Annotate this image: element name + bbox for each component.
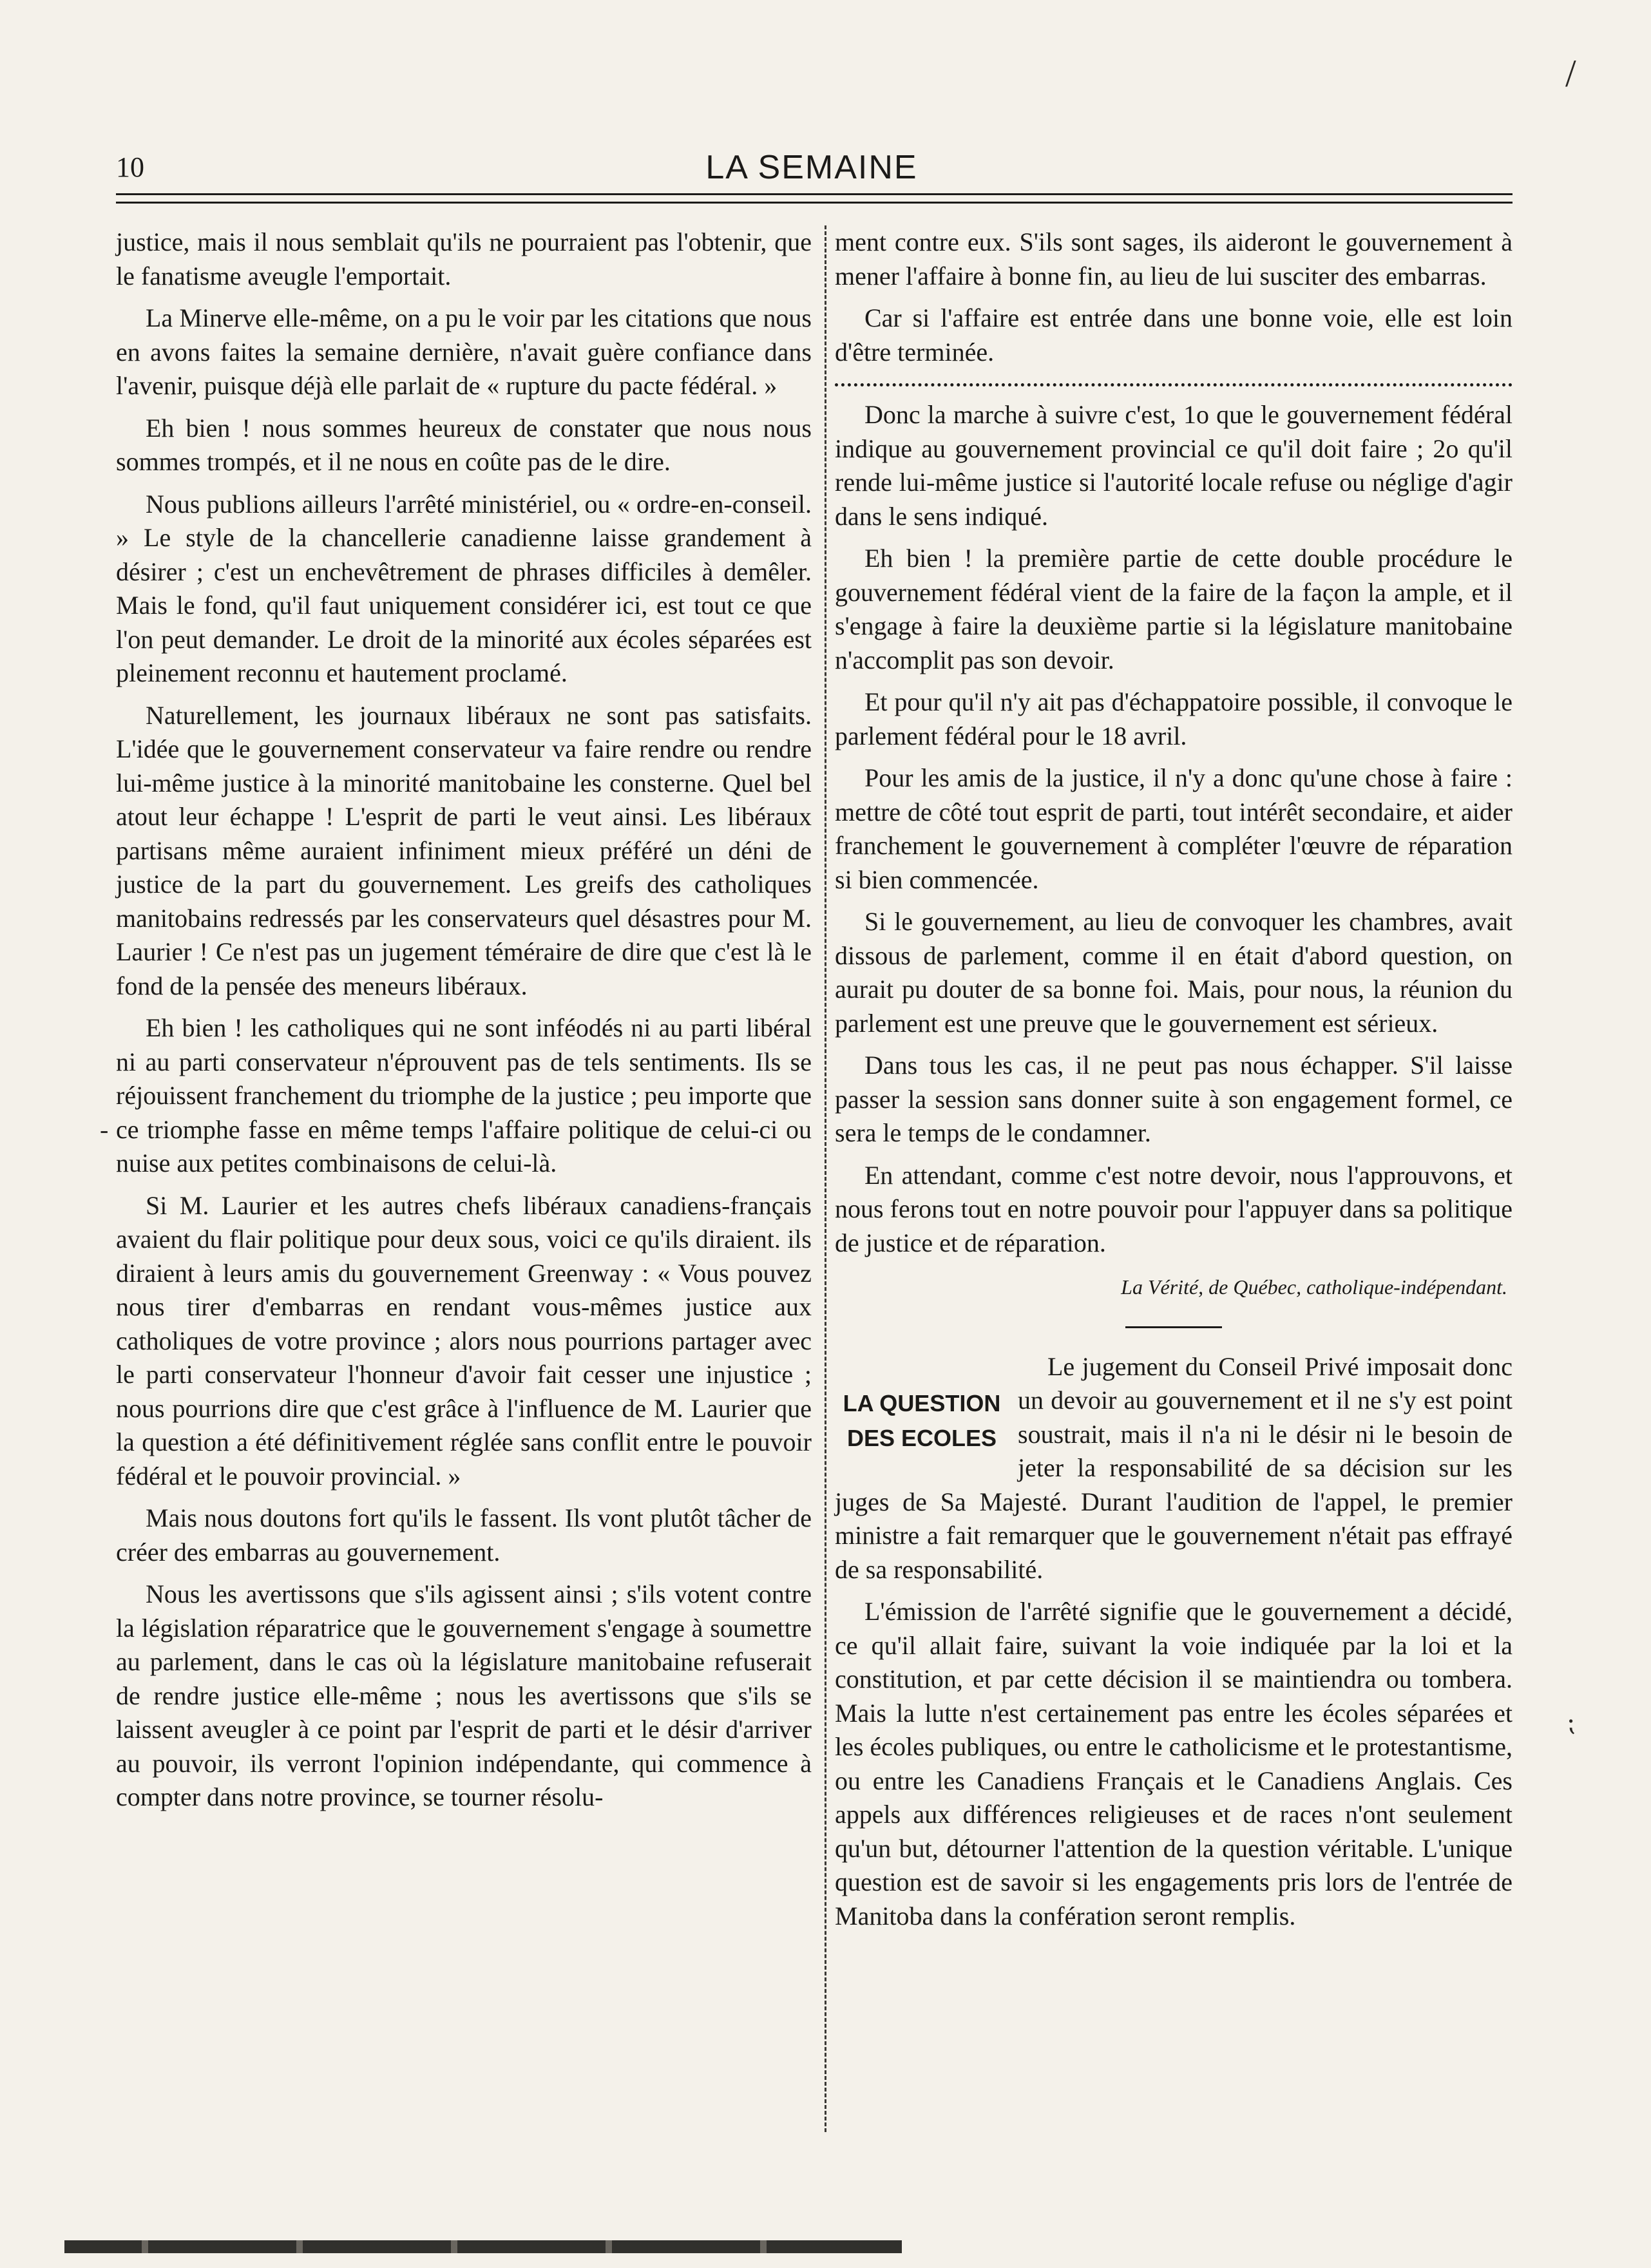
section-paragraph-2: L'émission de l'arrêté signifie que le gouvernement a décidé, ce qu'il allait faire, suivant la voie indiquée par la loi et la constitution, et par cette décision il se maintiendra ou tombera. Mais la lutte n'est certainement pas entre les écoles séparées et les écoles publiques, ou entre le catholicisme et le protestantisme, ou entre les Canadiens Français et le Canadiens Anglais. Ces appels aux différences religieuses et de races n'ont seulement qu'un but, détourner l'attention de la question véritable. L'unique question est de savoir si les engagements pris lors de l'entrée de Manitoba dans la confération seront remplis. (835, 1597, 1513, 1930)
right-paragraph-4: Eh bien ! la première partie de cette double procédure le gouvernement fédéral vient de la faire de la façon la ample, et il s'engage à faire la deuxième partie si la législature manitobaine n'accomplit pas son devoir. (835, 544, 1513, 674)
left-paragraph-5: Naturellement, les journaux libéraux ne sont pas satisfaits. L'idée que le gouvernement conservateur va faire rendre ou rendre lui-même justice à la minorité manitobaine les consterne. Quel bel atout leur échappe ! L'esprit de parti le veut ainsi. Les libéraux partisans même auraient infiniment mieux préféré un déni de justice de la part du gouvernement. Les greifs des catholiques manitobains redressés par les conservateurs quel désastres pour M. Laurier ! Ce n'est pas un jugement téméraire de dire que c'est là le fond de la pensée des meneurs libéraux. (116, 700, 812, 1000)
right-paragraph-3: Donc la marche à suivre c'est, 1o que le gouvernement fédéral indique au gouvernement provincial ce qu'il doit faire ; 2o qu'il rende lui-même justice si l'autorité locale refuse ou néglige d'agir dans le sens indiqué. (835, 400, 1513, 531)
ecoles-section (835, 1350, 1513, 1934)
left-paragraph-1: justice, mais il nous semblait qu'ils ne pourraient pas l'obtenir, que le fanatisme aveugle l'emportait. (116, 227, 812, 291)
left-column (116, 225, 812, 1823)
left-paragraph-9: Nous les avertissons que s'ils agissent ainsi ; s'ils votent contre la législation réparatrice que le gouvernement s'engage à soumettre au parlement, dans le cas où la législature manitobaine refuserait de rendre justice elle-même ; nous les avertissons que s'ils se laissent aveugler à ce point par l'esprit de parti et le désir d'arriver au pouvoir, ils verront l'opinion indépendante, qui commence à compter dans notre province, se tourner résolu- (116, 1579, 812, 1811)
right-paragraph-6: Pour les amis de la justice, il n'y a donc qu'une chose à faire : mettre de côté tout esprit de parti, tout intérêt secondaire, et aider franchement le gouvernement à compléter l'œuvre de réparation si bien commencée. (835, 763, 1513, 894)
column-divider (825, 225, 826, 2132)
left-paragraph-7: Si M. Laurier et les autres chefs libéraux canadiens-français avaient du flair politique pour deux sous, voici ce qu'ils diraient. ils diraient à leurs amis du gouvernement Greenway : « Vous pouvez nous tirer d'embarras en rendant vous-mêmes justice aux catholiques de votre province ; alors nous pourrions partager avec le parti conservateur l'honneur d'avoir fait cesser une injustice ; nous pourrions dire que c'est grâce à l'influence de M. Laurier que la question a été définitivement réglée sans conflit entre le pouvoir fédéral et le pouvoir provincial. » (116, 1190, 812, 1491)
bottom-border-strip (64, 2240, 902, 2253)
left-paragraph-6: Eh bien ! les catholiques qui ne sont inféodés ni au parti libéral ni au parti conservateur n'éprouvent pas de tels sentiments. Ils se réjouissent franchement du triomphe de la justice ; peu importe que ce triomphe fasse en même temps l'affaire politique de celui-ci ou nuise aux petites combinaisons de celui-là. (116, 1013, 812, 1177)
margin-mark-right: ⁏ (1567, 1708, 1576, 1737)
left-paragraph-4: Nous publions ailleurs l'arrêté ministériel, ou « ordre-en-conseil. » Le style de la chancellerie canadienne laisse grandement à désirer ; c'est un enchevêtrement de phrases difficiles à demêler. Mais le fond, qu'il faut uniquement considérer ici, est tout ce que l'on peut demander. Le droit de la minorité aux écoles séparées est pleinement reconnu et hautement proclamé. (116, 489, 812, 687)
right-paragraph-9: En attendant, comme c'est notre devoir, nous l'approuvons, et nous ferons tout en notre pouvoir pour l'appuyer dans sa politique de justice et de réparation. (835, 1160, 1513, 1257)
left-paragraph-8: Mais nous doutons fort qu'ils le fassent. Ils vont plutôt tâcher de créer des embarras au gouvernement. (116, 1503, 812, 1567)
right-paragraph-7: Si le gouvernement, au lieu de convoquer les chambres, avait dissous de parlement, comme il en était d'abord question, on aurait pu douter de sa bonne foi. Mais, pour nous, la réunion du parlement est une preuve que le gouvernement est sérieux. (835, 907, 1513, 1038)
right-paragraph-2: Car si l'affaire est entrée dans une bonne voie, elle est loin d'être terminée. (835, 303, 1513, 367)
source-attribution: La Vérité, de Québec, catholique-indépendant. (1121, 1275, 1507, 1299)
section-heading-line-1: LA QUESTION (843, 1389, 1001, 1416)
right-column (835, 225, 1513, 1941)
page-header (116, 143, 1507, 188)
right-paragraph-1: ment contre eux. S'ils sont sages, ils aideront le gouvernement à mener l'affaire à bonne fin, au lieu de lui susciter des embarras. (835, 227, 1513, 291)
section-paragraph-1: Le jugement du Conseil Privé imposait donc un devoir au gouvernement et il ne s'y est point soustrait, mais il n'a ni le désir ni le besoin de jeter la responsabilité de sa décision sur les juges de Sa Majesté. Durant l'audition de l'appel, le premier ministre a fait remarquer que le gouvernement n'était pas effrayé de sa responsabilité. (835, 1351, 1513, 1584)
left-paragraph-3: Eh bien ! nous sommes heureux de constater que nous nous sommes trompés, et il ne nous en coûte pas de le dire. (116, 413, 812, 476)
left-paragraph-2: La Minerve elle-même, on a pu le voir par les citations que nous en avons faites la semaine dernière, n'avait guère confiance dans l'avenir, puisque déjà elle parlait de « rupture du pacte fédéral. » (116, 303, 812, 400)
section-rule (1125, 1326, 1222, 1328)
right-paragraph-5: Et pour qu'il n'y ait pas d'échappatoire possible, il convoque le parlement fédéral pour le 18 avril. (835, 687, 1513, 750)
journal-title: LA SEMAINE (705, 149, 918, 186)
page-number: 10 (116, 151, 144, 183)
header-double-rule (116, 193, 1513, 204)
dotted-separator (835, 383, 1513, 386)
right-paragraph-8: Dans tous les cas, il ne peut pas nous échapper. S'il laisse passer la session sans donner suite à son engagement formel, ce sera le temps de le condamner. (835, 1051, 1513, 1147)
section-heading-line-2: DES ECOLES (846, 1424, 997, 1451)
margin-dot: - (100, 1115, 109, 1144)
section-heading (835, 1386, 1009, 1456)
margin-stroke-top-right: / (1565, 52, 1576, 95)
